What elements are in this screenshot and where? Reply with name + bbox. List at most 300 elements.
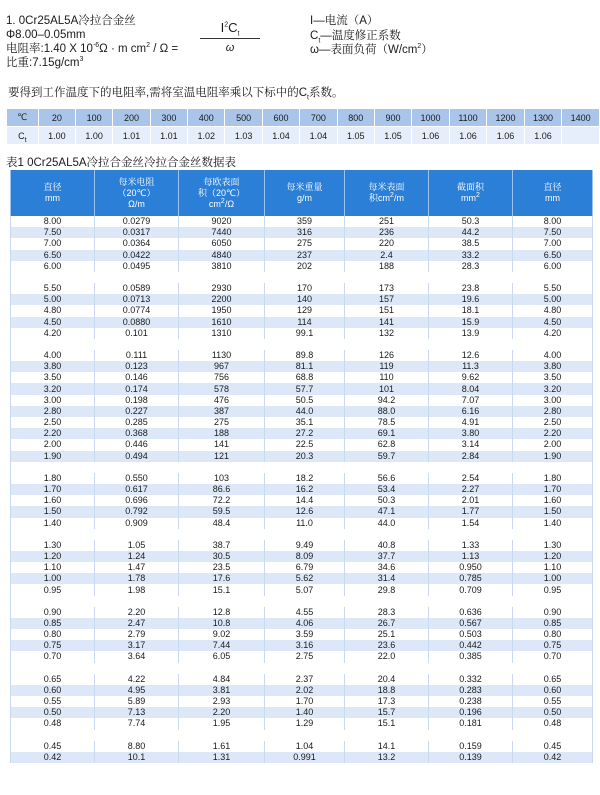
ct-value-cell: 1.02 [188,127,225,145]
table-cell: 17.6 [179,573,265,584]
table-cell: 0.617 [95,484,179,495]
ct-value-cell: 1.04 [262,127,299,145]
table-cell: 188 [345,261,429,272]
table-cell: 53.4 [345,484,429,495]
table-cell: 3.00 [11,395,95,406]
table-cell: 1.80 [11,473,95,484]
table-cell: 1.30 [11,540,95,551]
table-cell: 0.50 [11,707,95,718]
table-cell: 1.60 [11,495,95,506]
table-cell: 17.3 [345,696,429,707]
table-cell: 0.909 [95,518,179,529]
table-cell: 157 [345,294,429,305]
table-cell: 1.20 [11,551,95,562]
table-cell: 2.20 [179,707,265,718]
ct-value-cell: 1.06 [524,127,562,145]
table-cell: 7440 [179,227,265,238]
table-cell: 40.8 [345,540,429,551]
table-cell: 237 [265,250,345,261]
table-cell: 37.7 [345,551,429,562]
table-cell: 132 [345,328,429,339]
table-cell: 0.139 [429,752,513,763]
table-cell: 0.95 [11,584,95,595]
table-cell: 23.8 [429,283,513,294]
ct-temp-cell: 1400 [562,109,600,127]
table-cell: 38.5 [429,238,513,249]
table-cell: 4.00 [11,350,95,361]
table-row [11,562,593,573]
ct-value-cell: 1.06 [487,127,525,145]
table-cell: 476 [179,395,265,406]
table-cell: 2.47 [95,618,179,629]
table-cell: 1.40 [513,518,593,529]
table-cell: 387 [179,406,265,417]
table-cell: 3.00 [513,395,593,406]
group-separator [11,663,593,674]
table-cell: 4.50 [513,317,593,328]
table-cell: 0.0774 [95,305,179,316]
table-cell: 1.05 [95,540,179,551]
ct-temp-row [7,109,600,127]
table-cell: 0.503 [429,629,513,640]
table-cell: 94.2 [345,395,429,406]
table-cell: 2930 [179,283,265,294]
table-cell: 7.50 [513,227,593,238]
column-header: 每米重量 g/m [265,170,345,216]
table-cell: 50.5 [265,395,345,406]
table-cell: 4840 [179,250,265,261]
table-cell: 2.27 [429,484,513,495]
table-cell: 1.90 [513,451,593,462]
table-cell: 5.00 [11,294,95,305]
table-cell: 1.10 [11,562,95,573]
table-cell: 12.6 [265,506,345,517]
ct-value-cell: 1.05 [337,127,374,145]
table-cell: 1.20 [513,551,593,562]
table-cell: 110 [345,372,429,383]
table-row [11,383,593,394]
group-separator [11,730,593,741]
table-cell: 3.50 [513,372,593,383]
ct-value-cell: 1.00 [76,127,113,145]
table-cell: 140 [265,294,345,305]
table-cell: 1.40 [265,707,345,718]
table-cell: 15.1 [179,584,265,595]
column-header: 每米表面 积$cm^2/m$ [345,170,429,216]
table-cell: 0.80 [11,629,95,640]
table-cell: 78.5 [345,417,429,428]
table-cell: 50.3 [345,495,429,506]
table-cell: 0.80 [513,629,593,640]
table-cell: 756 [179,372,265,383]
ct-temp-cell: 20 [38,109,75,127]
table-cell: 119 [345,361,429,372]
table-cell: 0.0279 [95,216,179,227]
table-cell: 5.07 [265,584,345,595]
table-cell: 3.80 [429,428,513,439]
table-cell: 28.3 [345,607,429,618]
table-cell: 0.227 [95,406,179,417]
ct-temp-cell: 200 [113,109,150,127]
table-cell: 7.00 [513,238,593,249]
table-row [11,350,593,361]
table-row [11,216,593,227]
table-cell: 2.75 [265,651,345,662]
ct-value-cell: 1.00 [38,127,75,145]
table-cell: 14.4 [265,495,345,506]
table-cell: 23.6 [345,640,429,651]
table-cell: 81.1 [265,361,345,372]
ct-temp-cell: 1300 [524,109,562,127]
table-cell: 251 [345,216,429,227]
table-cell: 57.7 [265,383,345,394]
table-cell: 47.1 [345,506,429,517]
table-cell: 12.6 [429,350,513,361]
spec-block [6,14,178,70]
table-cell: 48.4 [179,518,265,529]
table-cell: 0.567 [429,618,513,629]
table-cell: 4.95 [95,685,179,696]
table-cell: 0.55 [11,696,95,707]
table-cell: 1.54 [429,518,513,529]
group-separator [11,596,593,607]
table-cell: 6.05 [179,651,265,662]
table-row [11,551,593,562]
table-cell: 18.8 [345,685,429,696]
group-separator [11,339,593,350]
table-cell: 0.283 [429,685,513,696]
table-cell: 1.04 [265,741,345,752]
table-row [11,361,593,372]
table-cell: 5.89 [95,696,179,707]
table-cell: 88.0 [345,406,429,417]
table-cell: 202 [265,261,345,272]
column-header: 直径 mm [513,170,593,216]
table-cell: 6050 [179,238,265,249]
table-row [11,573,593,584]
table-row [11,294,593,305]
table-cell: 18.1 [429,305,513,316]
table-cell: 0.0364 [95,238,179,249]
legend-current: I—电流（A） [310,15,379,27]
group-separator [11,529,593,540]
spec-density: 比重$:7.15g/cm^3$ [6,56,84,69]
fraction-bar [200,38,260,39]
table-cell: 1.40 [11,518,95,529]
column-header: 每欧表面 积（20℃） $cm^2/\Omega$ [179,170,265,216]
table-cell: 0.159 [429,741,513,752]
table-cell: 1.70 [11,484,95,495]
table-cell: 5.62 [265,573,345,584]
table-cell: 0.42 [513,752,593,763]
formula-numerator: $I^2C_t$ [220,20,240,38]
table-row [11,718,593,729]
legend-surface-load: ω—表面负荷$(W/cm^2)$ [310,43,433,56]
table-cell: 2.50 [11,417,95,428]
table-cell: 2.01 [429,495,513,506]
table-cell: 72.2 [179,495,265,506]
ct-temp-cell: 900 [374,109,411,127]
table-cell: 1.30 [513,540,593,551]
table-cell: 0.75 [513,640,593,651]
ct-temp-cell: 1000 [412,109,450,127]
ct-coefficient-table [6,108,600,145]
table-caption: 表1 0Cr25AL5A冷拉合金丝冷拉合金丝数据表 [6,157,237,169]
table-cell: 1.50 [11,506,95,517]
table-row [11,317,593,328]
table-cell: 188 [179,428,265,439]
table-cell: 170 [265,283,345,294]
table-cell: 9.02 [179,629,265,640]
ct-temp-cell: 500 [225,109,262,127]
table-row [11,428,593,439]
table-cell: 3.59 [265,629,345,640]
table-row [11,584,593,595]
column-header: 截面积 $mm^2$ [429,170,513,216]
table-row [11,540,593,551]
separator-cell [11,730,593,741]
separator-cell [11,663,593,674]
table-cell: 44.0 [345,518,429,529]
table-cell: 0.60 [11,685,95,696]
table-cell: 9.49 [265,540,345,551]
table-cell: 44.0 [265,406,345,417]
ct-value-cell: 1.01 [113,127,150,145]
table-cell: 2.20 [11,428,95,439]
table-row [11,372,593,383]
table-cell: 0.45 [513,741,593,752]
table-cell: 0.285 [95,417,179,428]
table-cell: 62.8 [345,439,429,450]
table-cell: 1.70 [513,484,593,495]
table-cell: 10.8 [179,618,265,629]
table-row [11,752,593,763]
table-cell: 0.332 [429,674,513,685]
ct-value-cell: 1.04 [300,127,337,145]
table-cell: 0.65 [11,674,95,685]
table-cell: 141 [179,439,265,450]
formula-legend [310,14,433,58]
table-cell: 1.33 [429,540,513,551]
table-cell: 0.85 [513,618,593,629]
table-cell: 13.2 [345,752,429,763]
table-cell: 103 [179,473,265,484]
table-cell: 35.1 [265,417,345,428]
table-cell: 30.5 [179,551,265,562]
table-cell: 236 [345,227,429,238]
table-cell: 1.24 [95,551,179,562]
table-cell: 0.0422 [95,250,179,261]
table-row [11,250,593,261]
table-cell: 1.31 [179,752,265,763]
table-row [11,618,593,629]
ct-value-cell: 1.06 [412,127,450,145]
ct-value-cell: 1.05 [374,127,411,145]
ct-temp-cell: 1200 [487,109,525,127]
separator-cell [11,339,593,350]
table-cell: 0.123 [95,361,179,372]
table-cell: 2.00 [11,439,95,450]
table-cell: 3.80 [513,361,593,372]
table-row [11,451,593,462]
table-cell: 1.78 [95,573,179,584]
table-cell: 0.238 [429,696,513,707]
table-cell: 1.90 [11,451,95,462]
table-cell: 59.5 [179,506,265,517]
table-row [11,305,593,316]
table-cell: 34.6 [345,562,429,573]
table-cell: 2.84 [429,451,513,462]
ct-value-cell: 1.03 [225,127,262,145]
table-row [11,473,593,484]
table-cell: 1.50 [513,506,593,517]
table-cell: 7.74 [95,718,179,729]
table-row [11,406,593,417]
table-cell: 1.61 [179,741,265,752]
table-cell: 1130 [179,350,265,361]
table-cell: 2.50 [513,417,593,428]
table-cell: 0.111 [95,350,179,361]
table-cell: 4.22 [95,674,179,685]
table-cell: 0.60 [513,685,593,696]
column-header: 每米电阻 （20℃） Ω/m [95,170,179,216]
table-cell: 56.6 [345,473,429,484]
group-separator [11,462,593,473]
table-cell: 6.00 [513,261,593,272]
wire-data-table [10,170,593,763]
table-cell: 4.91 [429,417,513,428]
table-cell: 2.79 [95,629,179,640]
table-cell: 4.80 [513,305,593,316]
table-row [11,674,593,685]
table-row [11,238,593,249]
table-cell: 0.792 [95,506,179,517]
table-cell: 6.16 [429,406,513,417]
separator-cell [11,272,593,283]
spec-title: 1. 0Cr25AL5A冷拉合金丝 [6,15,136,27]
ct-temp-cell: 700 [300,109,337,127]
table-row [11,506,593,517]
table-cell: 0.785 [429,573,513,584]
table-row [11,629,593,640]
table-cell: 3.50 [11,372,95,383]
table-cell: 5.50 [513,283,593,294]
table-cell: 4.50 [11,317,95,328]
table-row [11,328,593,339]
ct-value-cell: 1.06 [449,127,486,145]
table-cell: 99.1 [265,328,345,339]
table-cell: 89.8 [265,350,345,361]
ct-temp-cell: 600 [262,109,299,127]
spec-diameter-range: Φ8.00–0.05mm [6,29,86,41]
table-cell: 1.10 [513,562,593,573]
table-header-row [11,170,593,216]
table-cell: 0.181 [429,718,513,729]
ct-value-row [7,127,600,145]
ct-temp-cell: 800 [337,109,374,127]
table-cell: 1.47 [95,562,179,573]
table-body [11,216,593,763]
table-cell: 0.0589 [95,283,179,294]
table-cell: 0.48 [513,718,593,729]
table-cell: 0.368 [95,428,179,439]
table-cell: 0.950 [429,562,513,573]
table-cell: 4.06 [265,618,345,629]
table-cell: 8.04 [429,383,513,394]
table-cell: 86.6 [179,484,265,495]
table-cell: 0.0317 [95,227,179,238]
table-cell: 0.0880 [95,317,179,328]
table-cell: 0.95 [513,584,593,595]
table-cell: 18.2 [265,473,345,484]
table-cell: 0.198 [95,395,179,406]
table-cell: 33.2 [429,250,513,261]
table-cell: 7.13 [95,707,179,718]
table-cell: 12.8 [179,607,265,618]
table-cell: 4.80 [11,305,95,316]
table-cell: 2.20 [513,428,593,439]
table-row [11,741,593,752]
table-cell: 6.79 [265,562,345,573]
formula-fraction [200,20,260,54]
table-cell: 22.0 [345,651,429,662]
table-row [11,227,593,238]
table-row [11,261,593,272]
table-cell: 1.13 [429,551,513,562]
table-cell: 2.37 [265,674,345,685]
table-cell: 1.70 [265,696,345,707]
table-cell: 29.8 [345,584,429,595]
table-cell: 1.60 [513,495,593,506]
table-cell: 6.50 [11,250,95,261]
table-row [11,607,593,618]
table-cell: 4.55 [265,607,345,618]
table-cell: 68.8 [265,372,345,383]
table-cell: 2.54 [429,473,513,484]
table-cell: 50.3 [429,216,513,227]
table-cell: 8.09 [265,551,345,562]
table-cell: 0.90 [513,607,593,618]
table-cell: 0.991 [265,752,345,763]
table-cell: 0.0495 [95,261,179,272]
table-cell: 1.29 [265,718,345,729]
separator-cell [11,596,593,607]
table-cell: 2.00 [513,439,593,450]
ct-temp-cell: 400 [188,109,225,127]
table-cell: 5.50 [11,283,95,294]
table-cell: 7.00 [11,238,95,249]
table-cell: 578 [179,383,265,394]
ct-value-cell: 1.01 [150,127,187,145]
table-cell: 141 [345,317,429,328]
table-cell: 2.80 [513,406,593,417]
table-cell: 2.4 [345,250,429,261]
table-cell: 6.00 [11,261,95,272]
table-cell: 22.5 [265,439,345,450]
table-cell: 3.16 [265,640,345,651]
table-cell: 4.20 [513,328,593,339]
table-cell: 0.709 [429,584,513,595]
table-cell: 3.14 [429,439,513,450]
table-cell: 9.62 [429,372,513,383]
table-row [11,640,593,651]
table-cell: 1.80 [513,473,593,484]
table-cell: 0.550 [95,473,179,484]
column-header: 直径 mm [11,170,95,216]
table-cell: 0.90 [11,607,95,618]
table-cell: 0.42 [11,752,95,763]
table-cell: 173 [345,283,429,294]
